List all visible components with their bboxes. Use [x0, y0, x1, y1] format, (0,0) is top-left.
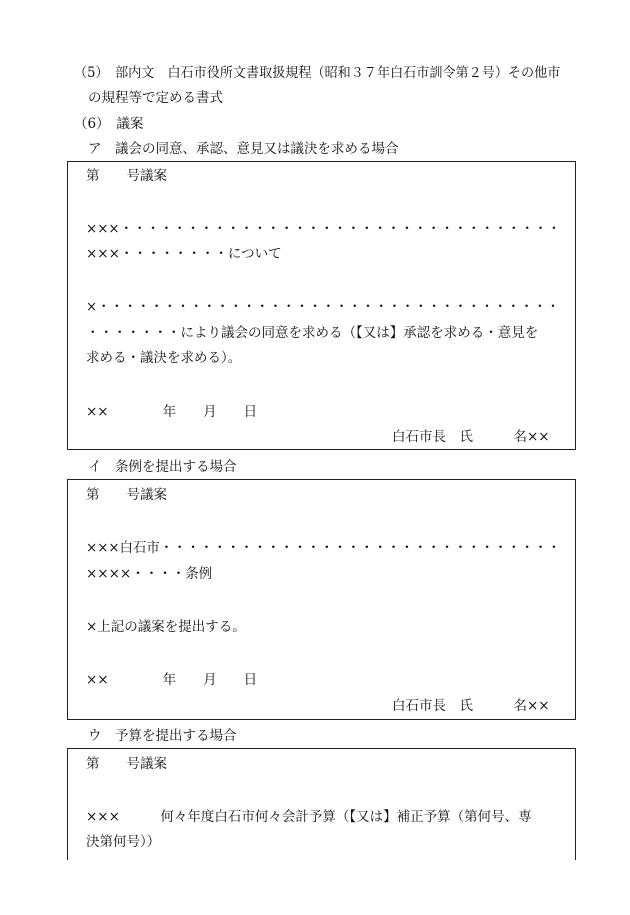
section-6-heading: （6） 議案 — [74, 116, 144, 132]
case-a-line-5: 求める・議決を求める）。 — [86, 350, 242, 366]
case-b-date: ×× 年 月 日 — [86, 672, 258, 688]
case-c-line-2: 決第何号）） — [86, 834, 161, 850]
case-b-line-3: ×上記の議案を提出する。 — [86, 619, 246, 635]
case-a-bill-number: 第 号議案 — [86, 168, 167, 184]
section-5-line-2: の規程等で定める書式 — [88, 90, 223, 106]
case-c-bill-number: 第 号議案 — [86, 756, 167, 772]
case-a-line-4: ・・・・・・・により議会の同意を求める（【又は】承認を求める・意見を — [86, 325, 539, 341]
case-a-heading: ア 議会の同意、承認、意見又は議決を求める場合 — [88, 141, 399, 157]
case-b-heading: イ 条例を提出する場合 — [88, 459, 237, 475]
case-c-heading: ウ 予算を提出する場合 — [88, 728, 237, 744]
case-b-bill-number: 第 号議案 — [86, 487, 167, 503]
case-a-signature: 白石市長 氏 名×× — [392, 429, 550, 445]
case-b-signature: 白石市長 氏 名×× — [392, 698, 550, 714]
case-a-line-2: ×××・・・・・・・・について — [86, 246, 282, 262]
section-5-line-1: （5） 部内文 白石市役所文書取扱規程（昭和３７年白石市訓令第２号）その他市 — [74, 65, 561, 81]
case-b-line-1: ×××白石市・・・・・・・・・・・・・・・・・・・・・・・・・・・・・・ — [86, 540, 561, 556]
case-a-date: ×× 年 月 日 — [86, 404, 258, 420]
case-c-line-1: ××× 何々年度白石市何々会計予算（【又は】補正予算（第何号、専 — [86, 809, 532, 825]
case-b-line-2: ××××・・・・条例 — [86, 566, 213, 582]
case-a-line-1: ×××・・・・・・・・・・・・・・・・・・・・・・・・・・・・・・・・・ — [86, 221, 561, 237]
case-a-line-3: ×・・・・・・・・・・・・・・・・・・・・・・・・・・・・・・・・・・・ — [86, 299, 560, 315]
